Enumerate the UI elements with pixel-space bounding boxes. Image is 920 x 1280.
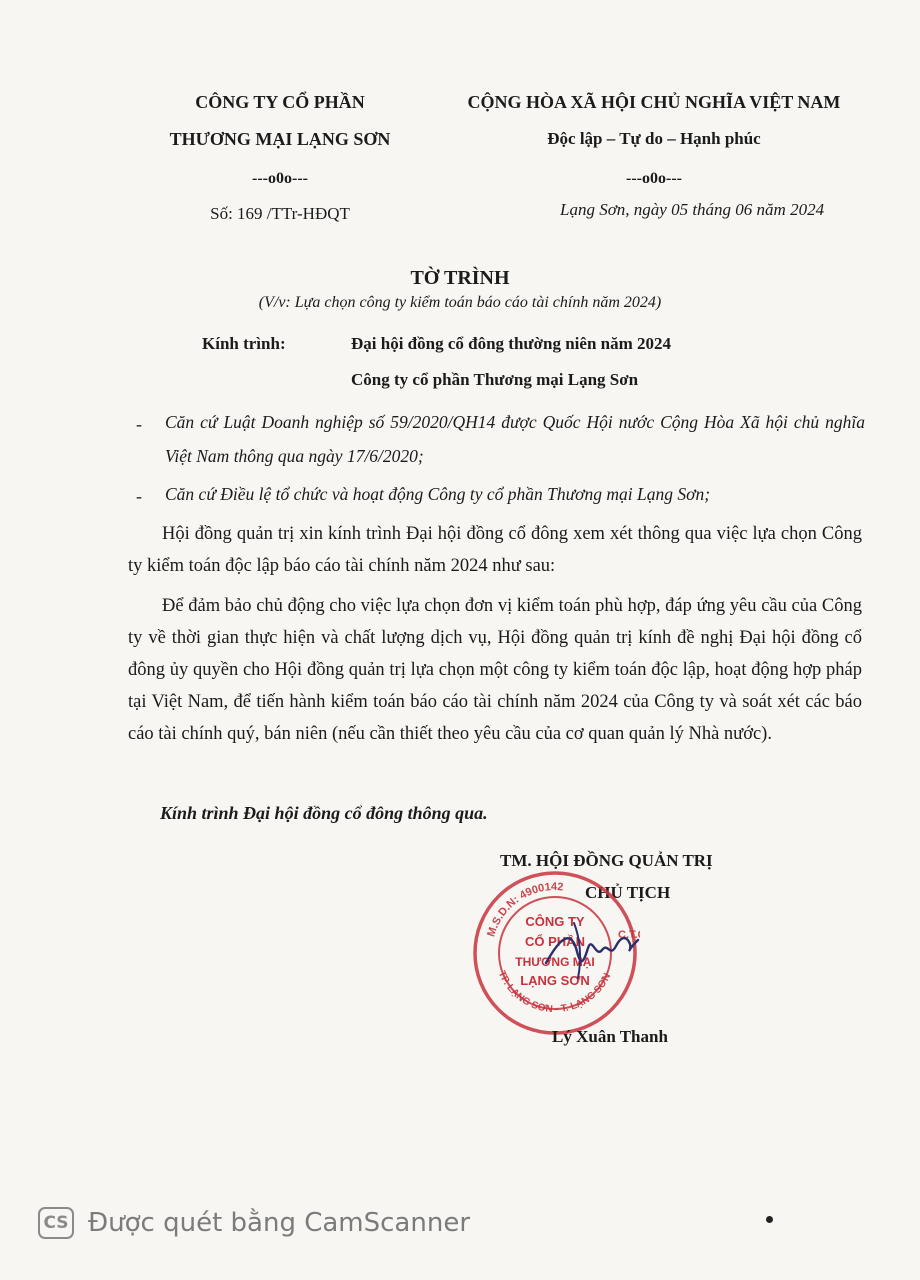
seal-ring-right: C.T. bbox=[618, 929, 638, 941]
seal-ring-top: M.S.D.N: 4900142 bbox=[485, 880, 564, 939]
document-subtitle: (V/v: Lựa chọn công ty kiểm toán báo cáo tài chính năm 2024) bbox=[258, 294, 662, 311]
company-separator: ---o0o--- bbox=[252, 170, 308, 187]
seal-line2: CỔ PHẦN bbox=[525, 934, 585, 949]
camscanner-text: Được quét bằng CamScanner bbox=[88, 1208, 471, 1238]
camscanner-watermark bbox=[38, 1205, 470, 1241]
paragraph-request-text: Hội đồng quản trị xin kính trình Đại hội đồng cổ đông xem xét thông qua việc lựa chọn Công ty kiểm toán độc lập báo cáo tài chính năm 2024 như sau: bbox=[128, 524, 862, 576]
seal-line3: THƯƠNG MẠI bbox=[515, 955, 595, 969]
seal-line4: LẠNG SƠN bbox=[520, 973, 590, 988]
ink-dot bbox=[766, 1216, 773, 1223]
paragraph-request bbox=[128, 518, 862, 582]
recipient-line1: Đại hội đồng cổ đông thường niên năm 2024 bbox=[351, 334, 672, 353]
company-name-line1: CÔNG TY CỔ PHẦN bbox=[195, 92, 365, 112]
document-number: Số: 169 /TTr-HĐQT bbox=[210, 204, 350, 223]
country-name: CỘNG HÒA XÃ HỘI CHỦ NGHĨA VIỆT NAM bbox=[467, 92, 841, 112]
paragraph-proposal bbox=[128, 590, 862, 750]
company-seal bbox=[470, 868, 640, 1038]
signer-name: Lý Xuân Thanh bbox=[552, 1027, 668, 1046]
svg-text:M.S.D.N: 4900142 bbox=[485, 881, 564, 938]
country-separator: ---o0o--- bbox=[626, 170, 682, 187]
company-seal-graphic bbox=[470, 868, 640, 1038]
bullet-dash: - bbox=[136, 486, 142, 506]
national-motto: Độc lập – Tự do – Hạnh phúc bbox=[547, 129, 761, 148]
closing-line: Kính trình Đại hội đồng cổ đông thông qua. bbox=[160, 803, 488, 823]
seal-line1: CÔNG TY bbox=[525, 914, 585, 929]
document-title: TỜ TRÌNH bbox=[410, 267, 510, 289]
bullet-legal-basis-charter: Căn cứ Điều lệ tổ chức và hoạt động Công ty cổ phần Thương mại Lạng Sơn; bbox=[165, 484, 711, 504]
recipient-label: Kính trình: bbox=[202, 334, 286, 353]
paragraph-proposal-text: Để đảm bảo chủ động cho việc lựa chọn đơn vị kiểm toán phù hợp, đáp ứng yêu cầu của Công ty về thời gian thực hiện và chất lượng dịch vụ, Hội đồng quản trị kính đề nghị Đại hội đồng cổ đông ủy quyền cho Hội đồng quản trị lựa chọn một công ty kiểm toán độc lập, hoạt động hợp pháp tại Việt Nam, để tiến hành kiểm toán báo cáo tài chính năm 2024 của Công ty và soát xét các báo cáo tài chính quý, bán niên (nếu cần thiết theo yêu cầu của cơ quan quản lý Nhà nước). bbox=[128, 596, 862, 744]
camscanner-logo-icon: CS bbox=[38, 1207, 74, 1239]
seal-ring-bottom: TP. LẠNG SƠN - T. LẠNG SƠN bbox=[495, 969, 614, 1016]
bullet-dash: - bbox=[136, 414, 142, 434]
place-date: Lạng Sơn, ngày 05 tháng 06 năm 2024 bbox=[560, 200, 825, 219]
recipient-line2: Công ty cổ phần Thương mại Lạng Sơn bbox=[351, 370, 639, 389]
signature-role: CHỦ TỊCH bbox=[585, 883, 671, 902]
company-name-line2: THƯƠNG MẠI LẠNG SƠN bbox=[169, 129, 391, 149]
signature-org: TM. HỘI ĐỒNG QUẢN TRỊ bbox=[500, 851, 713, 870]
bullet-legal-basis-law: Căn cứ Luật Doanh nghiệp số 59/2020/QH14 được Quốc Hội nước Cộng Hòa Xã hội chủ nghĩa Việt Nam thông qua ngày 17/6/2020; bbox=[165, 412, 865, 466]
